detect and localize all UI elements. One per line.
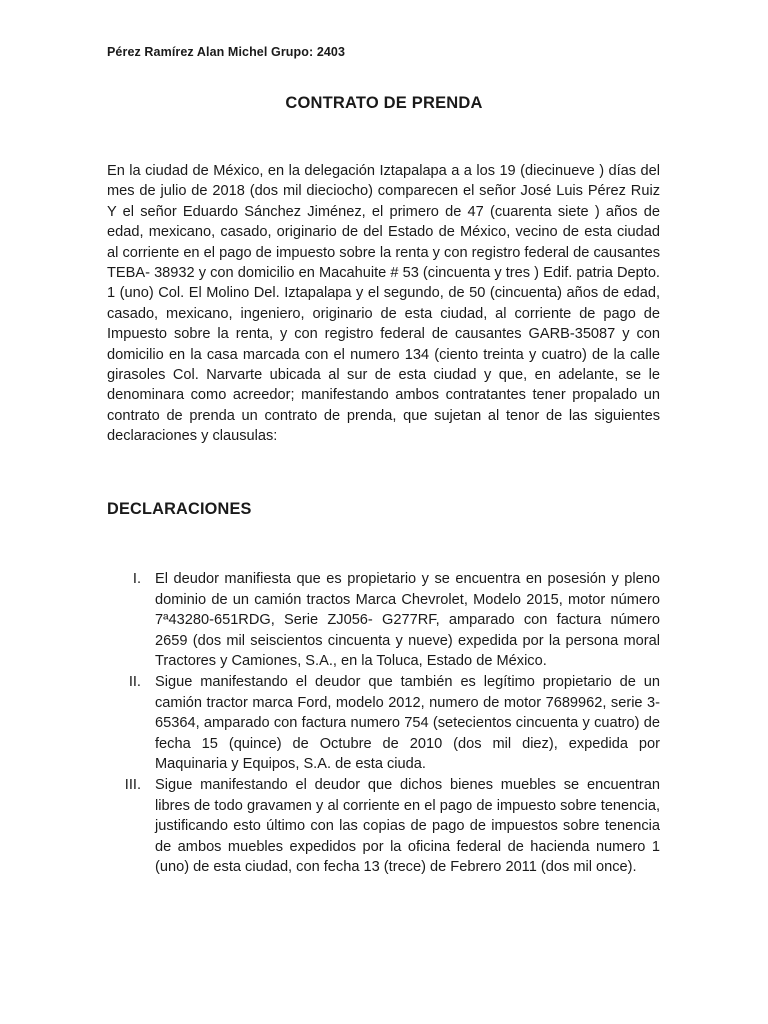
declaration-numeral: I. xyxy=(132,571,141,587)
intro-paragraph: En la ciudad de México, en la delegación Iztapalapa a a los 19 (diecinueve ) días del mes de julio de 2018 (dos mil dieciocho) comparecen el señor José Luis Pérez Ruiz Y el señor Eduardo Sánchez Jiménez, el primero de 47 (cuarenta siete ) años de edad, mexicano, casado, originario de del Estado de México, vecino de esta ciudad al corriente en el pago de impuesto sobre la renta y con registro federal de causantes TEBA- 38932 y con domicilio en Macahuite # 53 (cincuenta y tres ) Edif. patria Depto. 1 (uno) Col. El Molino Del. Iztapalapa y el segundo, de 50 (cincuenta) años de edad, casado, mexicano, ingeniero, originario de esta ciudad, al corriente de pago de Impuesto sobre la renta, y con registro federal de causantes GARB-35087 y con domicilio en la casa marcada con el numero 134 (ciento treinta y cuatro) de la calle girasoles Col. Narvarte ubicada al sur de esta ciudad y que, en adelante, se le denominara como acreedor; manifestando ambos contratantes tener propalado un contrato de prenda un contrato de prenda, que sujetan al tenor de las siguientes declaraciones y clausulas: xyxy=(107,163,660,445)
declarations-heading: DECLARACIONES xyxy=(107,500,252,518)
document-title: CONTRATO DE PRENDA xyxy=(285,94,483,112)
declaration-text: Sigue manifestando el deudor que dichos bienes muebles se encuentran libres de todo gravamen y al corriente en el pago de impuesto sobre tenencia, justificando esto último con las copias de pago de impuestos sobre tenencia de ambos muebles expedidos por la oficina federal de hacienda numero 1 (uno) de esta ciudad, con fecha 13 (trece) de Febrero 2011 (dos mil once). xyxy=(155,776,660,876)
declaration-text: El deudor manifiesta que es propietario y se encuentra en posesión y pleno dominio de un camión tractos Marca Chevrolet, Modelo 2015, motor número 7ª43280-651RDG, Serie ZJ056- G277RF, amparado con factura número 2659 (dos mil seiscientos cincuenta y nueve) expedida por la persona moral Tractores y Camiones, S.A., en la Toluca, Estado de México. xyxy=(155,571,660,670)
declaration-item xyxy=(107,569,660,672)
author-header: Pérez Ramírez Alan Michel Grupo: 2403 xyxy=(107,45,346,59)
declaration-item xyxy=(107,775,660,878)
declaration-item xyxy=(107,672,660,775)
declaration-numeral: III. xyxy=(124,776,141,793)
declaration-text: Sigue manifestando el deudor que también es legítimo propietario de un camión tractor marca Ford, modelo 2012, numero de motor 7689962, serie 3-65364, amparado con factura numero 754 (setecientos cincuenta y cuatro) de fecha 15 (quince) de Octubre de 2010 (dos mil diez), expedida por Maquinaria y Equipos, S.A. de esta ciuda. xyxy=(155,673,660,773)
declarations-list xyxy=(107,569,660,878)
declaration-numeral: II. xyxy=(128,673,141,690)
